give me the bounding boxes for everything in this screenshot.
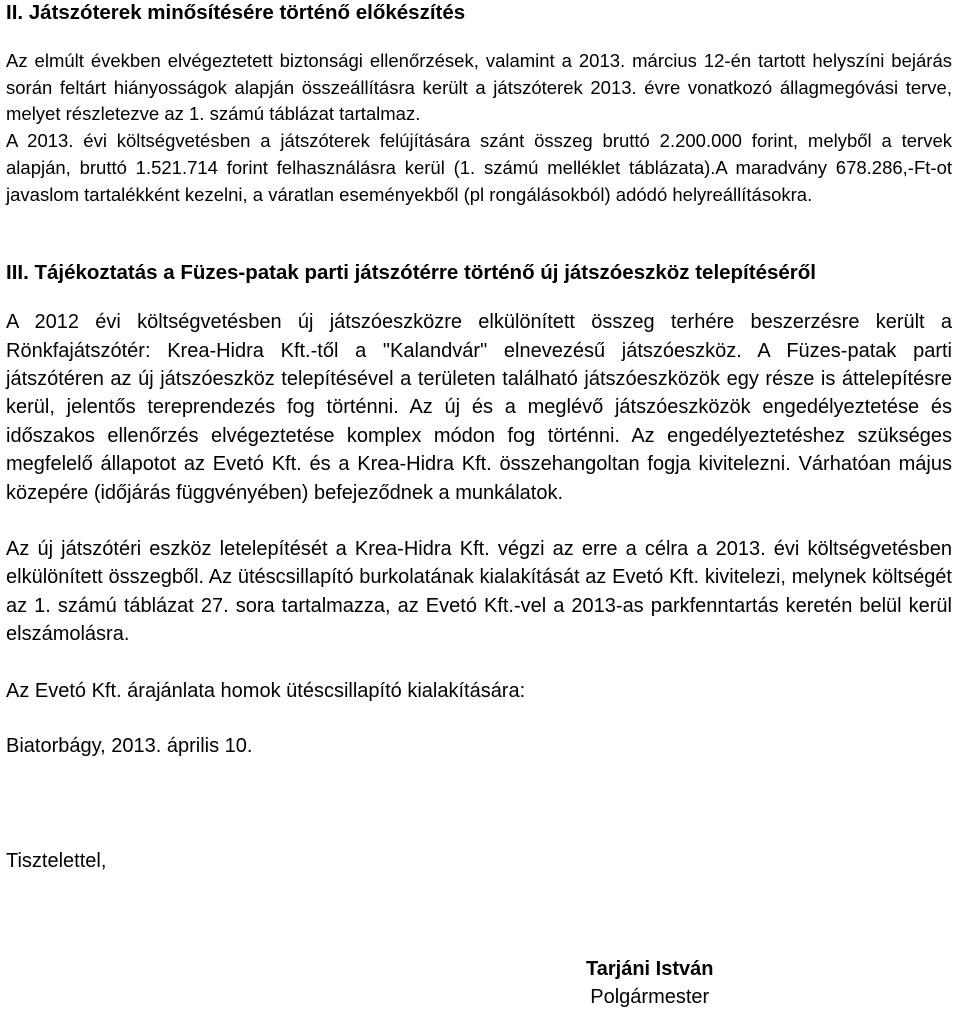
signature-block — [586, 955, 713, 1011]
closing-date: Biatorbágy, 2013. április 10. — [6, 735, 253, 758]
section-3-paragraph-1: A 2012 évi költségvetésben új játszóeszközre elkülönített összeg terhére beszerzésre került a Rönkfajátszótér: Krea-Hidra Kft.-től a "Kalandvár" elnevezésű játszóeszköz. A Füzes-patak parti játszótéren az új játszóeszköz telepítésével a területen található játszóeszközök egy része is áttelepítésre kerül, jelentős tereprendezés fog történni. Az új és a meglévő játszóeszközök engedélyeztetése és időszakos ellenőrzés elvégeztetése komplex módon fog történni. Az engedélyeztetéshez szükséges megfelelő állapotot az Evetó Kft. és a Krea-Hidra Kft. összehangoltan fogja kivitelezni. Várhatóan május közepére (időjárás függvényében) befejeződnek a munkálatok. — [6, 311, 952, 504]
section-2-paragraph-1: Az elmúlt években elvégeztetett biztonsági ellenőrzések, valamint a 2013. március 12-én tartott helyszíni bejárás során feltárt hiányosságok alapján összeállításra került a játszóterek 2013. évre vonatkozó állagmegóvási terve, melyet részletezve az 1. számú táblázat tartalmaz. — [6, 50, 952, 125]
closing-greeting: Tisztelettel, — [6, 849, 107, 872]
section-3-heading: III. Tájékoztatás a Füzes-patak parti játszótérre történő új játszóeszköz telepítéséről — [6, 261, 816, 285]
section-2-paragraph-2: A 2013. évi költségvetésben a játszóterek felújítására szánt összeg bruttó 2.200.000 forint, melyből a tervek alapján, bruttó 1.521.714 forint felhasználásra kerül (1. számú melléklet táblázata).A maradvány 678.286,-Ft-ot javaslom tartalékként kezelni, a váratlan eseményekből (pl rongálásokból) adódó helyreállításokra. — [6, 130, 952, 205]
signer-title: Polgármester — [590, 986, 710, 1008]
document-page — [6, 0, 952, 875]
section-3-paragraph-2: Az új játszótéri eszköz letelepítését a Krea-Hidra Kft. végzi az erre a célra a 2013. évi költségvetésben elkülönített összegből. Az ütéscsillapító burkolatának kialakítását az Evetó Kft. kivitelezi, melynek költségét az 1. számú táblázat 27. sora tartalmazza, az Evetó Kft.-vel a 2013-as parkfenntartás keretén belül kerül elszámolásra. — [6, 538, 952, 646]
section-3-paragraph-3: Az Evetó Kft. árajánlata homok ütéscsillapító kialakítására: — [6, 679, 526, 702]
signer-name: Tarjáni István — [586, 958, 714, 980]
section-2-heading: II. Játszóterek minősítésére történő előkészítés — [6, 1, 466, 24]
